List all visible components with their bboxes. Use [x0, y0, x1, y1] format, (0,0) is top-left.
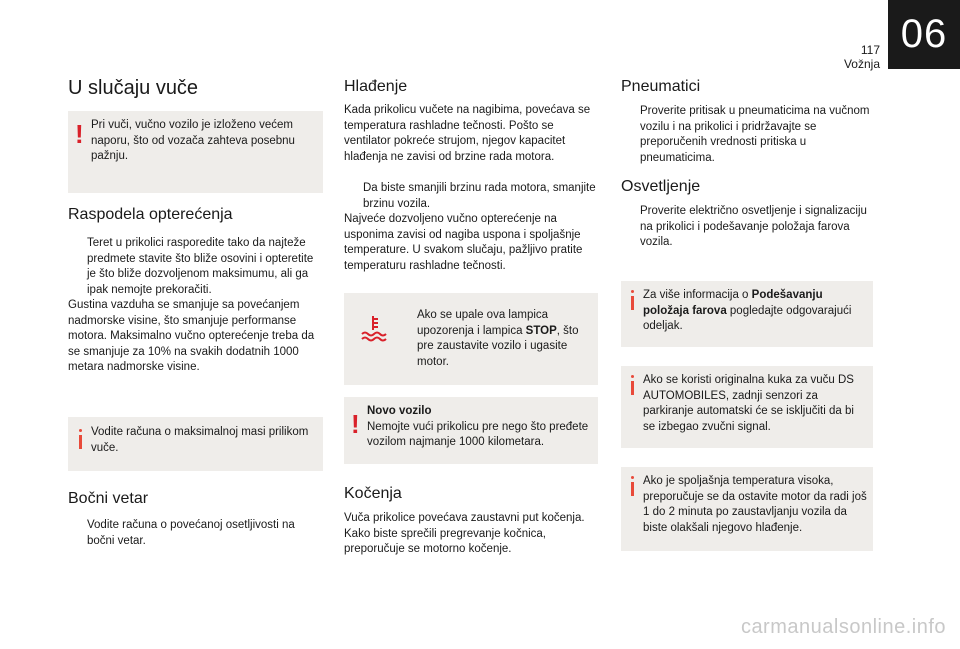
- info-box-temperature: [621, 467, 873, 551]
- info-box-temperature-text: Ako je spoljašnja temperatura visoka, preporučuje se da ostavite motor da radi još 1 do 2 minuta po zaustavljanju vozila da biste olakšali njegovo hlađenje.: [643, 475, 867, 534]
- braking-paragraph: Vuča prikolice povećava zaustavni put kočenja. Kako biste sprečili pregrevanje kočnica, preporučuje se motorno kočenje.: [344, 512, 585, 556]
- coolant-warning-box: [344, 293, 598, 385]
- wind-heading: Bočni vetar: [68, 490, 149, 507]
- lighting-bullet-text: Proverite električno osvetljenje i signalizaciju na prikolici i podešavanje položaja farova vozila.: [640, 205, 867, 249]
- tyres-heading: Pneumatici: [621, 78, 701, 95]
- info-box-mass: [68, 417, 323, 471]
- load-heading: Raspodela opterećenja: [68, 206, 233, 223]
- page-title: U slučaju vuče: [68, 77, 199, 99]
- new-vehicle-warning-text: Novo vozilo Nemojte vući prikolicu pre nego što pređete vozilom najmanje 1000 kilometara.: [367, 405, 589, 449]
- coolant-temperature-icon: [358, 313, 388, 343]
- tyres-bullet: [621, 104, 873, 166]
- info-icon: [79, 429, 82, 453]
- cooling-paragraph-2: Najveće dozvoljeno vučno opterećenje na usponima zavisi od nagiba uspona i spoljašnje temperature. U svakom slučaju, pažljivo pratite temperaturu rashladne tečnosti.: [344, 213, 583, 272]
- warning-icon: !: [351, 409, 360, 439]
- new-vehicle-warning-box: [344, 397, 598, 464]
- coolant-warning-bullet: [398, 308, 593, 370]
- info-box-towbar: [621, 366, 873, 448]
- info-box-towbar-text: Ako se koristi originalna kuka za vuču DS AUTOMOBILES, zadnji senzori za parkiranje automatski će se isključiti da bi se izbegao zvučni signal.: [643, 374, 854, 433]
- cooling-heading: Hlađenje: [344, 78, 408, 95]
- load-paragraph: Gustina vazduha se smanjuje sa povećanjem nadmorske visine, što smanjuje performanse motora. Maksimalno vučno opterećenje treba da se smanjuje za 10% na svakih dodatnih 1000 metara nadmorske visine.: [68, 299, 315, 374]
- braking-heading: Kočenja: [344, 485, 402, 502]
- warning-text: Pri vuči, vučno vozilo je izloženo većem naporu, što od vozača zahteva posebnu pažnju.: [91, 119, 295, 163]
- info-icon: [631, 476, 634, 502]
- load-bullet-text: Teret u prikolici rasporedite tako da najteže predmete stavite što bliže osovini i opteretite je što bliže dozvoljenom maksimumu, ali ga ipak nemojte prekoračiti.: [87, 237, 314, 296]
- lighting-heading: Osvetljenje: [621, 178, 701, 195]
- load-bullet: [68, 236, 323, 298]
- wind-bullet-text: Vodite računa o povećanoj osetljivosti na bočni vetar.: [87, 519, 295, 547]
- tyres-bullet-text: Proverite pritisak u pneumaticima na vučnom vozilu i na prikolici i pridržavajte se preporučenih vrednosti pritiska u pneumaticima.: [640, 105, 870, 164]
- coolant-warning-text: Ako se upale ova lampica upozorenja i lampica STOP, što pre zaustavite vozilo i ugasite motor.: [417, 309, 579, 368]
- lighting-bullet: [621, 204, 873, 251]
- watermark: carmanualsonline.info: [740, 616, 946, 638]
- wind-bullet: [68, 518, 323, 549]
- cooling-paragraph-1: Kada prikolicu vučete na nagibima, povećava se temperatura rashladne tečnosti. Pošto se ventilator pokreće strujom, njegov kapacitet hlađenja ne zavisi od brzine rada motora.: [344, 104, 591, 163]
- cooling-bullet-text: Da biste smanjili brzinu rada motora, smanjite brzinu vozila.: [363, 182, 596, 210]
- chapter-tab: 06: [888, 0, 960, 69]
- info-box-headlamps: [621, 281, 873, 347]
- section-name: Vožnja: [843, 57, 880, 71]
- info-box-mass-text: Vodite računa o maksimalnoj masi prilikom vuče.: [91, 426, 309, 454]
- info-icon: [631, 290, 634, 316]
- info-icon: [631, 375, 634, 401]
- cooling-bullet: [344, 181, 598, 212]
- page-header: [844, 44, 880, 71]
- info-box-headlamps-text: Za više informacija o Podešavanju položaja farova pogledajte odgovarajući odeljak.: [643, 289, 852, 333]
- warning-icon: !: [75, 119, 84, 149]
- page-number: 117: [860, 43, 880, 57]
- warning-box: [68, 111, 323, 193]
